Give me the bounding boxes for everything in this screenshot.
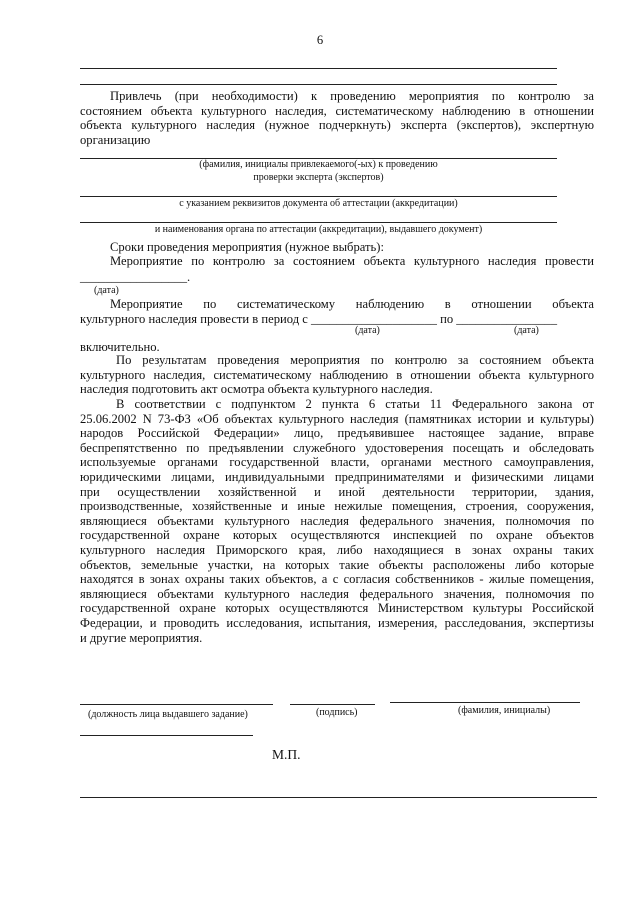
control-date-caption: (дата): [94, 285, 119, 296]
law-line: беспрепятственно по предъявлении служебного удостоверения посещать и обследовать: [80, 440, 594, 455]
page-number: 6: [316, 33, 324, 47]
expert-caption-2: проверки эксперта (экспертов): [253, 172, 384, 183]
law-line: при осуществлении хозяйственной и иной деятельности территории, здания,: [80, 484, 594, 499]
result-line: культурного наследия, систематическому наблюдению в отношении объекта культурного: [80, 367, 594, 382]
law-line: производственные, хозяйственные и иные нежилые помещения, строения, сооружения,: [80, 499, 594, 514]
date-from-caption: (дата): [355, 325, 380, 336]
top-rule-2: [80, 84, 557, 85]
control-line: Мероприятие по контролю за состоянием объекта культурного наследия провести: [110, 254, 594, 268]
law-line: являющиеся объектами культурного наследия федерального значения, полномочия по: [80, 513, 594, 528]
result-paragraph: [80, 353, 594, 397]
law-line: народов Российской Федерации» лицо, предъявившее настоящее задание, вправе: [80, 426, 594, 441]
position-blank-line: [80, 704, 273, 705]
bottom-rule: [80, 797, 597, 798]
law-line: Федерации, и проводить исследования, испытания, измерения, расследования, экспертизы: [80, 615, 594, 630]
law-line: государственной охране которых осуществляются Министерством культуры Российской: [80, 601, 594, 616]
organ-blank-line: [80, 222, 557, 223]
observation-line-2: культурного наследия провести в период с ____________________ по ________________: [80, 312, 558, 326]
law-line: находятся в зонах охраны таких объектов, а с согласия собственников - жилые помещения,: [80, 572, 594, 587]
law-line: объектов, земельные участки, на которых такие объекты расположены либо которые: [80, 557, 594, 572]
engage-paragraph: [80, 89, 594, 147]
top-rule: [80, 68, 557, 69]
control-date-blank: _________________.: [80, 270, 191, 284]
stamp-place: М.П.: [272, 747, 301, 762]
signature-blank-line: [290, 704, 375, 705]
date-to-caption: (дата): [514, 325, 539, 336]
signature-caption: (подпись): [316, 707, 358, 718]
terms-heading: Сроки проведения мероприятия (нужное выбрать):: [110, 240, 384, 254]
name-caption: (фамилия, инициалы): [458, 705, 551, 716]
engage-line: объекта культурного наследия (нужное подчеркнуть) эксперта (экспертов), экспертную: [80, 118, 594, 133]
engage-line: Привлечь (при необходимости) к проведению мероприятия по контролю за: [110, 89, 594, 103]
extra-blank-line: [80, 735, 253, 736]
law-paragraph: [80, 397, 594, 645]
law-line: 25.06.2002 N 73-ФЗ «Об объектах культурного наследия (памятниках истории и культуры): [80, 411, 594, 426]
engage-line: состоянием объекта культурного наследия, систематическому наблюдению в отношении: [80, 103, 594, 118]
law-line: и другие мероприятия.: [80, 630, 203, 645]
law-line: В соответствии с подпунктом 2 пункта 6 статьи 11 Федерального закона от: [116, 397, 594, 411]
result-line: По результатам проведения мероприятия по контролю за состоянием объекта: [116, 353, 594, 367]
law-line: юридическими лицами, индивидуальными предпринимателями и физическими лицами: [80, 469, 594, 484]
observation-line-1: Мероприятие по систематическому наблюдению в отношении объекта: [110, 297, 594, 311]
law-line: государственной охране которых осуществляются инспекцией по охране объектов: [80, 528, 594, 543]
law-line: культурного наследия Приморского края, либо находящиеся в зонах охраны таких: [80, 542, 594, 557]
expert-caption-1: (фамилия, инициалы привлекаемого(-ых) к проведению: [199, 159, 438, 170]
name-blank-line: [390, 702, 580, 703]
engage-line: организацию: [80, 132, 151, 147]
law-line: являющиеся объектами культурного наследия федерального значения, полномочия по: [80, 586, 594, 601]
attestation-caption: с указанием реквизитов документа об аттестации (аккредитации): [179, 198, 458, 209]
law-line: используемые органами государственной власти, органами местного самоуправления,: [80, 455, 594, 470]
inclusive-text: включительно.: [80, 340, 160, 354]
organ-caption: и наименования органа по аттестации (аккредитации), выдавшего документ): [154, 224, 483, 235]
attestation-blank-line: [80, 196, 557, 197]
result-line: наследия подготовить акт осмотра объекта культурного наследия.: [80, 382, 433, 397]
position-caption: (должность лица выдавшего задание): [88, 709, 248, 720]
